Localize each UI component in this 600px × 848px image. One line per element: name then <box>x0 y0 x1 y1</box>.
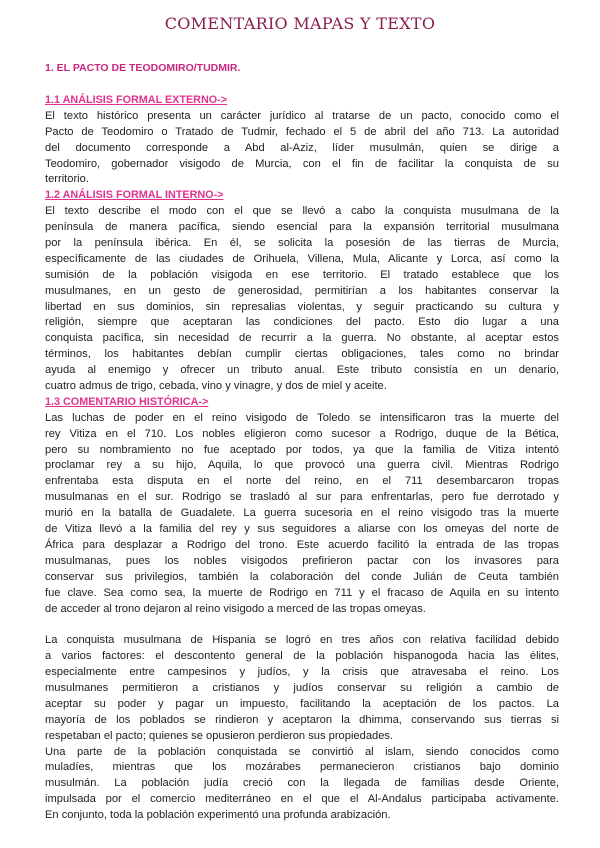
text-line: La conquista musulmana de Hispania se logró en tres años con relativa facilidad debido <box>45 634 559 647</box>
text-line: Teodomiro, gobernador visigodo de Murcia, con el fin de facilitar la conquista de su <box>45 157 559 170</box>
text-line: conquista pacífica, sin necesidad de recurrir a la guerra. No obstante, al aceptar estos <box>45 332 559 345</box>
text-line: de Vitiza llevó a la familia del rey y sus seguidores a aliarse con los omeyas del norte de <box>45 523 559 536</box>
text-line: impulsada por el comercio mediterráneo en el que el Al-Andalus participaba activamente. <box>45 793 559 806</box>
text-line: territorio. <box>45 173 89 186</box>
text-line: musulmanes, en un gesto de generosidad, permitirían a los habitantes conservar la <box>45 284 559 297</box>
text-line: términos, los habitantes debían cumplir ciertas obligaciones, tales como no brindar <box>45 348 559 361</box>
text-line: mayoría de los poblados se rindieron y aceptaron la dhimma, conservando sus tierras si <box>45 713 559 726</box>
text-line: Pacto de Teodomiro o Tratado de Tudmir, fechado el 5 de abril del año 713. La autoridad <box>45 125 559 138</box>
text-line: En conjunto, toda la población experimentó una profunda arabización. <box>45 809 391 822</box>
text-line: Las luchas de poder en el reino visigodo de Toledo se intensificaron tras la muerte del <box>45 411 559 424</box>
text-line: especialmente entre campesinos y judíos, y la crisis que atravesaba el reino. Los <box>45 666 559 679</box>
paragraph-spacer <box>45 617 559 633</box>
text-line: de acceder al trono dejaron al reino visigodo a merced de las tropas omeyas. <box>45 602 426 615</box>
text-line: específicamente de las ciudades de Orihuela, Villena, Mula, Alicante y Lorca, así como la <box>45 252 559 265</box>
text-line: enfrentaba esta disputa en el norte del reino, en el 711 desembarcaron tropas <box>45 475 559 488</box>
text-line: pero su nombramiento no fue aceptado por todos, ya que la familia de Vitiza intentó <box>45 443 559 456</box>
text-line: cuatro admus de trigo, cebada, vino y vinagre, y dos de miel y aceite. <box>45 380 387 393</box>
subsection-heading-formal-interno: 1.2 ANÁLISIS FORMAL INTERNO-> <box>45 189 224 202</box>
text-line: del documento corresponde a Abd al-Aziz, líder musulmán, quien se dirige a <box>45 141 559 154</box>
text-line: libertad en sus dominios, sin represalias violentas, y seguir practicando su cultura y <box>45 300 559 313</box>
document-body <box>45 93 559 824</box>
text-line: muladíes, mientras que los mozárabes permanecieron cristianos bajo dominio <box>45 761 559 774</box>
text-line: musulmán. La población judía creció con la llegada de familias desde Oriente, <box>45 777 559 790</box>
text-line: rey Vitiza en el 710. Los nobles eligieron como sucesor a Rodrigo, duque de la Bética, <box>45 427 559 440</box>
text-line: a varios factores: el descontento general de la población hispanogoda hacia las élites, <box>45 650 559 663</box>
text-line: península de manera pacífica, siendo esencial para la expansión territorial musulmana <box>45 221 559 234</box>
text-line: ayuda al enemigo y ofrecer un tributo anual. Este tributo consistía en un denario, <box>45 364 559 377</box>
text-line: respetaban el pacto; quienes se opusieron perdieron sus propiedades. <box>45 729 394 742</box>
text-line: El texto histórico presenta un carácter jurídico al tratarse de un pacto, conocido como el <box>45 109 559 122</box>
text-line: conservar sus privilegios, también la colaboración del conde Julián de Ceuta también <box>45 570 559 583</box>
text-line: África para desplazar a Rodrigo del trono. Este acuerdo facilitó la entrada de las tropas <box>45 538 559 551</box>
text-line: El texto describe el modo con el que se llevó a cabo la conquista musulmana de la <box>45 205 559 218</box>
text-line: aceptar su poder y pagar un impuesto, facilitando la aceptación de los pactos. La <box>45 697 559 710</box>
text-line: murió en la batalla de Guadalete. La guerra sucesoria en el reino visigodo tras la muerte <box>45 507 559 520</box>
document-title: COMENTARIO MAPAS Y TEXTO <box>164 14 436 33</box>
section-title: 1. EL PACTO DE TEODOMIRO/TUDMIR. <box>45 62 241 74</box>
text-line: proclamar rey a su hijo, Aquila, lo que provocó una guerra civil. Mientras Rodrigo <box>45 459 559 472</box>
subsection-heading-comentario-historico: 1.3 COMENTARIO HISTÓRICA-> <box>45 395 209 408</box>
text-line: religión, siempre que aceptaran las condiciones del pacto. Esto dio lugar a una <box>45 316 559 329</box>
text-line: fue clave. Sea como sea, la muerte de Rodrigo en 711 y el fracaso de Aquila en su intento <box>45 586 559 599</box>
text-line: musulmanes permitieron a cristianos y judíos conservar su religión a cambio de <box>45 681 559 694</box>
text-line: por la península ibérica. En él, se solicita la posesión de las tierras de Murcia, <box>45 237 559 250</box>
text-line: Una parte de la población conquistada se convirtió al islam, siendo conocidos como <box>45 745 559 758</box>
text-line: sumisión de la población visigoda en ese territorio. El tratado establece que los <box>45 268 559 281</box>
subsection-heading-formal-externo: 1.1 ANÁLISIS FORMAL EXTERNO-> <box>45 94 228 106</box>
text-line: musulmanas en el sur. Rodrigo se trasladó al sur para enfrentarlas, pero fue derrotado y <box>45 491 559 504</box>
text-line: musulmanas, pues los nobles visigodos prefirieron pactar con los invasores para <box>45 554 559 567</box>
